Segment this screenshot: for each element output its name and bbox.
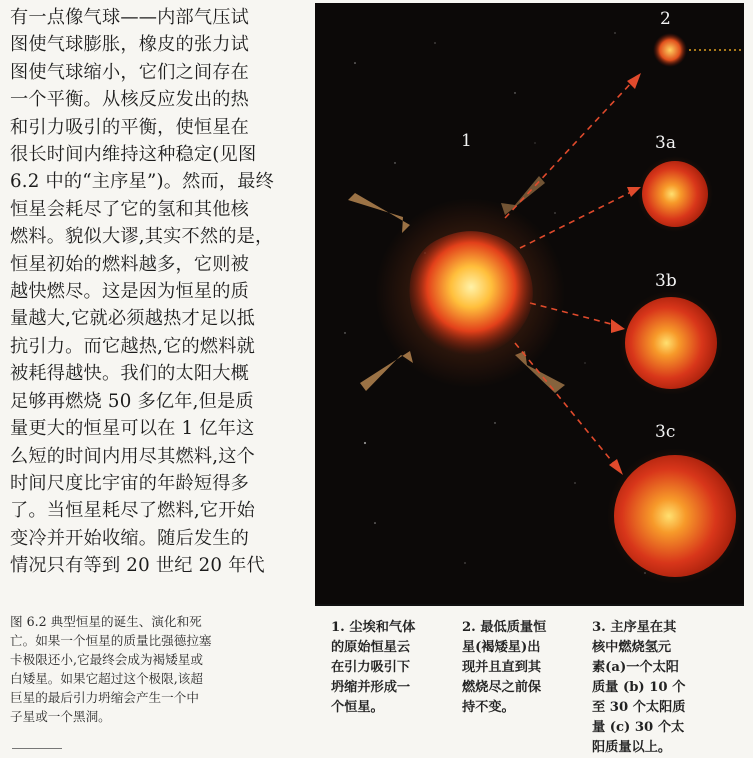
label-stage-3b: 3b [655, 271, 677, 291]
label-stage-2: 2 [660, 9, 671, 29]
arrow-heads [609, 73, 641, 475]
body-line: 么短的时间内用尽其燃料,这个 [10, 445, 256, 467]
star-3a [642, 161, 708, 227]
body-line: 时间尺度比宇宙的年龄短得多 [10, 472, 250, 494]
caption-line: 3. 主序星在其 [592, 620, 677, 635]
caption-line: 在引力吸引下 [331, 660, 411, 675]
caption-line: 素(a)一个太阳 [592, 660, 679, 675]
caption-line: 阳质量以上。 [592, 740, 672, 755]
body-line: 量更大的恒星可以在 1 亿年这 [10, 418, 255, 440]
body-line: 和引力吸引的平衡，使恒星在 [10, 116, 250, 138]
figure-svg [315, 3, 744, 604]
caption-line: 个恒星。 [331, 700, 384, 715]
body-line: 量越大,它就必须越热才足以抵 [10, 308, 256, 330]
body-line: 足够再燃烧 50 多亿年,但是质 [10, 390, 254, 412]
body-line: 图使气球缩小，它们之间存在 [10, 61, 250, 83]
caption-line: 子星或一个黑洞。 [10, 709, 111, 724]
caption-line: 核中燃烧氢元 [592, 640, 672, 655]
body-line: 情况只有等到 20 世纪 20 年代 [10, 555, 265, 577]
caption-line: 持不变。 [462, 700, 515, 715]
star-3b [625, 297, 717, 389]
figure-caption-stage-3 [592, 618, 742, 758]
caption-line: 巨星的最后引力坍缩会产生一个中 [10, 690, 199, 705]
body-line: 变冷并开始收缩。随后发生的 [10, 527, 250, 549]
caption-line: 量 (c) 30 个太 [592, 720, 685, 735]
body-text [10, 4, 278, 580]
star-evolution-figure [315, 3, 744, 604]
body-line: 被耗得越快。我们的太阳大概 [10, 363, 250, 385]
body-line: 很长时间内维持这种稳定(见图 [10, 144, 257, 166]
star-3c [614, 455, 736, 577]
label-stage-3a: 3a [655, 133, 676, 153]
body-line: 6.2 中的“主序星”)。然而，最终 [10, 171, 275, 193]
caption-line: 的原始恒星云 [331, 640, 411, 655]
label-stage-1: 1 [461, 131, 472, 151]
body-line: 有一点像气球——内部气压试 [10, 7, 250, 28]
caption-line: 亡。如果一个恒星的质量比强德拉塞 [10, 633, 212, 648]
caption-rule [12, 748, 62, 749]
caption-line: 2. 最低质量恒 [462, 620, 547, 635]
body-line: 抗引力。而它越热,它的燃料就 [10, 335, 256, 357]
body-line: 了。当恒星耗尽了燃料,它开始 [10, 500, 256, 522]
brown-dwarf-star [653, 33, 687, 67]
caption-line: 星(褐矮星)出 [462, 640, 541, 655]
label-stage-3c: 3c [655, 422, 676, 442]
body-line: 越快燃尽。这是因为恒星的质 [10, 281, 250, 303]
body-line: 图使气球膨胀，橡皮的张力试 [10, 34, 250, 56]
figure-bottom-rule [315, 604, 744, 606]
body-line: 恒星会耗尽了它的氢和其他核 [10, 198, 250, 220]
caption-line: 图 6.2 典型恒星的诞生、演化和死 [10, 614, 202, 629]
caption-line: 燃烧尽之前保 [462, 680, 542, 695]
figure-caption-stage-2 [462, 618, 572, 718]
caption-line: 质量 (b) 10 个 [592, 680, 686, 695]
caption-line: 1. 尘埃和气体 [331, 620, 416, 635]
body-line: 燃料。貌似大谬,其实不然的是， [10, 226, 274, 248]
body-line: 一个平衡。从核反应发出的热 [10, 89, 250, 111]
caption-line: 卡极限还小,它最终会成为褐矮星或 [10, 652, 203, 667]
figure-caption-stage-1 [331, 618, 441, 718]
figure-caption [10, 612, 278, 726]
body-line: 恒星初始的燃料越多，它则被 [10, 253, 250, 275]
caption-line: 坍缩并形成一 [331, 680, 411, 695]
caption-line: 白矮星。如果它超过这个极限,该超 [10, 671, 203, 686]
caption-line: 至 30 个太阳质 [592, 700, 686, 715]
caption-line: 现并且直到其 [462, 660, 542, 675]
